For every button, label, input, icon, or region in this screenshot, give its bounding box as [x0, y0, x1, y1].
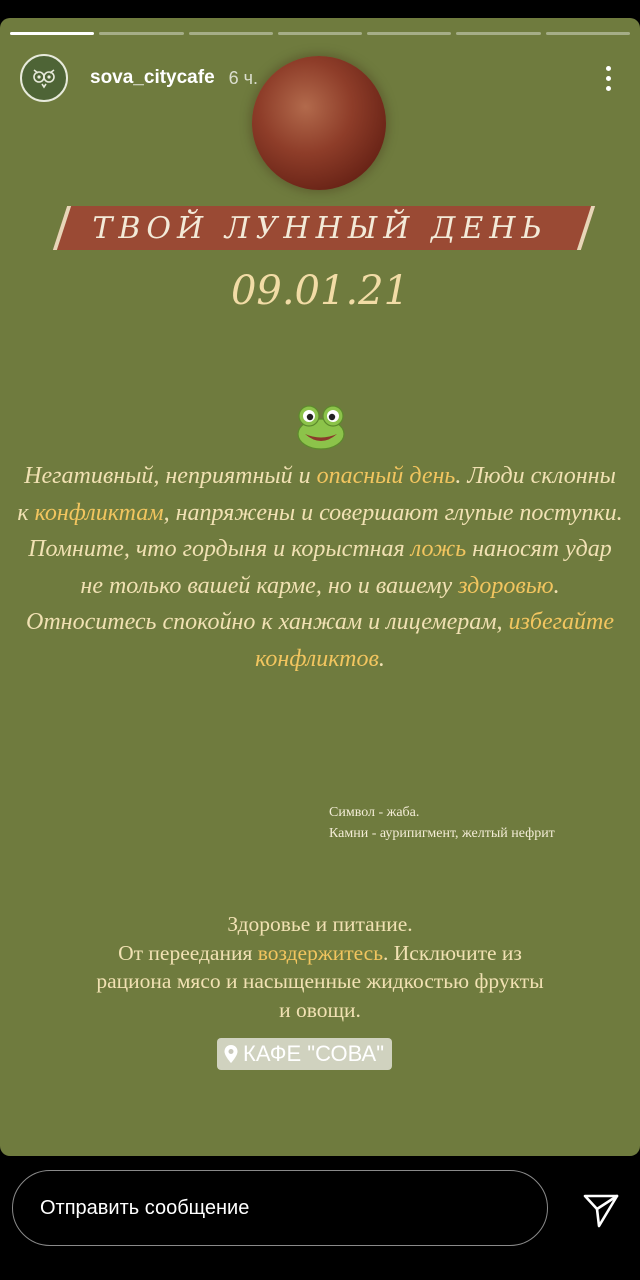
health-nutrition-block: [0, 910, 640, 1024]
text-fragment: .: [378, 645, 385, 672]
text-fragment: Негативный, неприятный и: [24, 463, 317, 489]
health-line-3: и овощи.: [279, 997, 361, 1022]
progress-segment: [546, 32, 630, 35]
health-line-1: [0, 939, 640, 968]
highlighted-phrase: избегайте конфликтов: [255, 609, 614, 672]
send-icon[interactable]: [582, 1190, 620, 1228]
banner-title: ТВОЙ ЛУННЫЙ ДЕНЬ: [92, 211, 548, 246]
health-line-1-highlight: воздержитесь: [257, 940, 384, 965]
story-date: 09.01.21: [230, 268, 410, 314]
text-fragment: . Люди склонны к: [17, 463, 616, 526]
owl-logo-icon: [28, 62, 60, 94]
post-time: 6 ч.: [228, 67, 259, 88]
progress-segment: [367, 32, 451, 35]
stones-line: Камни - аурипигмент, желтый нефрит: [329, 826, 555, 841]
avatar[interactable]: [20, 54, 68, 102]
progress-segment: [99, 32, 183, 35]
progress-segment: [456, 32, 540, 35]
progress-segment: [10, 32, 94, 35]
location-pin-icon: [223, 1044, 239, 1064]
reply-message-input[interactable]: [12, 1170, 548, 1246]
more-vertical-icon: [606, 66, 611, 91]
day-description: [16, 458, 624, 678]
text-fragment: , напряжены и совершают глупые поступки. Помните, что гордыня и корыстная: [28, 499, 623, 563]
symbols-block: [329, 802, 555, 844]
progress-segment: [278, 32, 362, 35]
health-line-1-a: От переедания: [118, 940, 258, 965]
symbol-line: Символ - жаба.: [329, 805, 420, 820]
highlighted-phrase: ложь: [410, 536, 467, 563]
text-fragment: . Относитесь спокойно к ханжам и лицемерам,: [26, 572, 560, 636]
author-username[interactable]: sova_citycafe: [90, 67, 215, 88]
health-line-2: рациона мясо и насыщенные жидкостью фрукты: [96, 969, 544, 993]
story-progress-bar: [10, 32, 630, 35]
story-view[interactable]: [0, 18, 640, 1156]
highlighted-phrase: конфликтам: [34, 499, 164, 526]
text-fragment: наносят удар не только вашей карме, но и вашему: [80, 536, 612, 599]
highlighted-phrase: здоровью: [458, 572, 554, 599]
reply-placeholder: Отправить сообщение: [40, 1196, 250, 1219]
frog-emoji-icon: [296, 404, 346, 450]
health-title: Здоровье и питание.: [227, 912, 413, 936]
health-line-1-c: . Исключите из: [383, 940, 522, 965]
progress-segment: [189, 32, 273, 35]
moon-image: [252, 56, 386, 190]
highlighted-phrase: опасный день: [316, 463, 456, 489]
location-sticker[interactable]: [217, 1038, 392, 1070]
location-label: КАФЕ "СОВА": [243, 1041, 385, 1066]
more-options-button[interactable]: [596, 56, 620, 100]
